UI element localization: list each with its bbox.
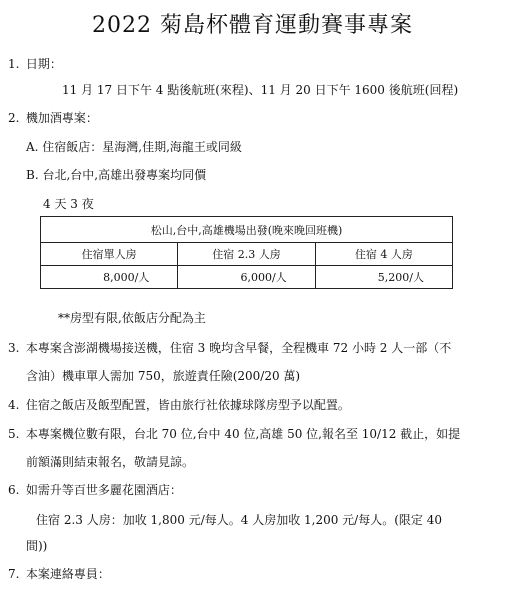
section-number: 2. (8, 111, 20, 125)
upgrade-detail: 住宿 2.3 人房：加收 1,800 元/每人。4 人房加收 1,200 元/每人。(限定 40 (36, 513, 442, 527)
section-number: 7. (8, 567, 20, 581)
section-5 (8, 426, 460, 442)
table-header-row (41, 243, 453, 266)
price-cell: 5,200/人 (315, 266, 452, 289)
section-label: 本專案含澎湖機場接送機，住宿 3 晚均含早餐，全程機車 72 小時 2 人一部（不 (25, 341, 452, 355)
hotel-option-a: A. 住宿飯店：星海灣,佳期,海龍王或同級 (26, 140, 242, 154)
upgrade-detail-continued: 間)) (26, 539, 48, 553)
section-number: 5. (8, 427, 20, 441)
document-title: 2022 菊島杯體育運動賽事專案 (92, 13, 413, 38)
section-label: 本專案機位數有限，台北 70 位,台中 40 位,高雄 50 位,報名至 10/12 截止，如提 (25, 427, 461, 441)
section-4 (8, 397, 350, 413)
section-6 (8, 482, 182, 498)
section-label: 日期： (25, 57, 62, 71)
column-header: 住宿 4 人房 (315, 243, 452, 266)
section-number: 3. (8, 341, 20, 355)
section-number: 4. (8, 398, 20, 412)
section-2 (8, 110, 98, 126)
section-label: 住宿之飯店及飯型配置，皆由旅行社依據球隊房型予以配置。 (25, 398, 350, 412)
room-note: **房型有限,依飯店分配為主 (58, 311, 206, 325)
table-row (41, 266, 453, 289)
section-label: 機加酒專案： (25, 111, 98, 125)
date-detail: 11 月 17 日下午 4 點後航班(來程)、11 月 20 日下午 1600 後航班(回程) (62, 83, 459, 97)
section-label: 如需升等百世多麗花園酒店： (25, 483, 182, 497)
section-3-continued: 含油）機車單人需加 750，旅遊責任險(200/20 萬) (26, 369, 301, 383)
section-3 (8, 340, 451, 356)
section-number: 1. (8, 57, 20, 71)
section-label: 本案連絡專員： (25, 567, 110, 581)
column-header: 住宿 2.3 人房 (178, 243, 315, 266)
table-caption: 松山,台中,高雄機場出發(晚來晚回班機) (41, 217, 453, 243)
price-table (40, 216, 453, 289)
section-7 (8, 566, 110, 582)
section-number: 6. (8, 483, 20, 497)
hotel-option-b: B. 台北,台中,高雄出發專案均同價 (26, 168, 207, 182)
trip-duration: 4 天 3 夜 (43, 197, 94, 211)
section-5-continued: 前額滿則結束報名，敬請見諒。 (26, 455, 195, 469)
price-cell: 6,000/人 (178, 266, 315, 289)
price-cell: 8,000/人 (41, 266, 178, 289)
section-1 (8, 56, 62, 72)
column-header: 住宿單人房 (41, 243, 178, 266)
